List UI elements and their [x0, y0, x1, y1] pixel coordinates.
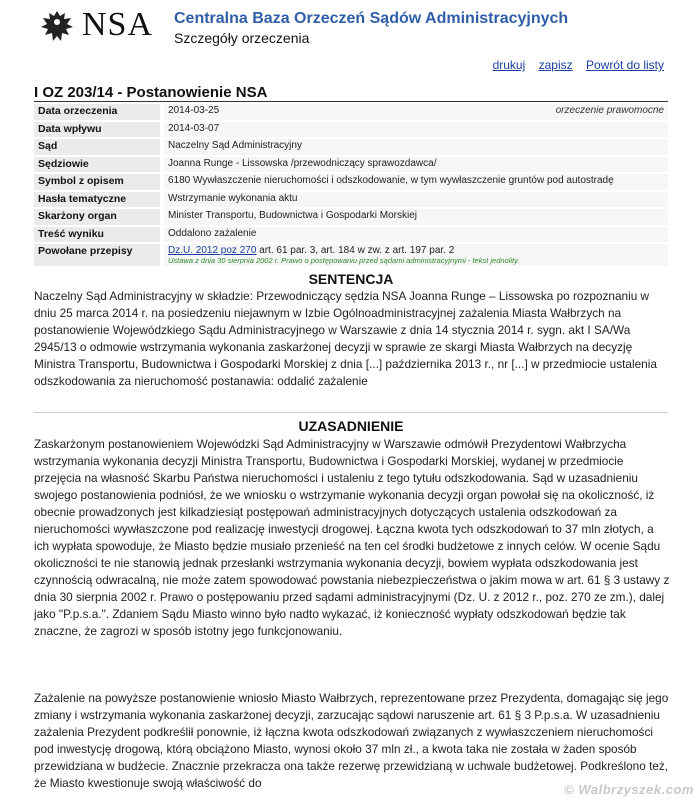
row-label: Powołane przepisy	[34, 243, 162, 267]
uzasadnienie-heading: UZASADNIENIE	[298, 418, 404, 434]
table-row	[34, 156, 668, 174]
save-link[interactable]: zapisz	[538, 58, 573, 72]
print-link[interactable]: drukuj	[492, 58, 526, 72]
watermark: © Walbrzyszek.com	[564, 782, 694, 797]
row-value: Joanna Runge - Lissowska /przewodniczący sprawozdawca/	[162, 156, 668, 174]
row-value: 2014-03-07	[162, 121, 668, 139]
table-row	[34, 138, 668, 156]
back-to-list-link[interactable]: Powrót do listy	[585, 58, 664, 72]
row-label: Data wpływu	[34, 121, 162, 139]
row-label: Symbol z opisem	[34, 173, 162, 191]
table-row	[34, 121, 668, 139]
logo-text: NSA	[82, 6, 154, 43]
section-divider	[34, 412, 668, 413]
row-value: Minister Transportu, Budownictwa i Gospodarki Morskiej	[162, 208, 668, 226]
row-value: 2014-03-25	[168, 105, 220, 116]
regulation-note: Ustawa z dnia 30 sierpnia 2002 r. Prawo o postępowaniu przed sądami administracyjnymi - tekst jednolity.	[168, 256, 520, 265]
top-links	[483, 58, 664, 72]
row-value: Oddalono zażalenie	[162, 226, 668, 244]
row-value: Wstrzymanie wykonania aktu	[162, 191, 668, 209]
row-value: 6180 Wywłaszczenie nieruchomości i odszkodowanie, w tym wywłaszczenie gruntów pod autostradę	[162, 173, 668, 191]
row-label: Sędziowie	[34, 156, 162, 174]
case-title: I OZ 203/14 - Postanowienie NSA	[34, 84, 268, 101]
regulation-link[interactable]: Dz.U. 2012 poz 270	[168, 245, 257, 256]
table-row	[34, 243, 668, 267]
row-label: Treść wyniku	[34, 226, 162, 244]
row-label: Data orzeczenia	[34, 104, 162, 121]
app-subtitle: Szczegóły orzeczenia	[174, 30, 310, 46]
row-label: Sąd	[34, 138, 162, 156]
row-label: Hasła tematyczne	[34, 191, 162, 209]
table-row	[34, 173, 668, 191]
metadata-table	[34, 104, 668, 268]
header	[34, 6, 674, 52]
table-row	[34, 191, 668, 209]
uzasadnienie-paragraph-1: Zaskarżonym postanowieniem Wojewódzki Sąd Administracyjny w Warszawie odmówił Prezydentowi Wałbrzycha wstrzymania wykonania decyzji Ministra Transportu, Budownictwa i Gospodarki Morskiej, wydanej w przedmiocie przejęcia na własność Skarbu Państwa nieruchomości i ustaleniu z tego tytułu odszkodowania. Sąd w uzasadnieniu swojego postanowienia podniósł, że we wniosku o wstrzymanie wykonania decyzji organ powołał się na okoliczność, iż obecnie prowadzonych jest kilkadziesiąt postępowań administracyjnych dotyczących ustalenia odszkodowań za nieruchomości wywłaszczone pod realizację inwestycji drogowej. Łączna kwota tych odszkodowań to 37 mln złotych, a ich wypłata spowoduje, że Miasto będzie musiało przenieść na ten cel środki budżetowe z innych celów. W ocenie Sądu okoliczności te nie stanowią jednak przesłanki wstrzymania wykonania decyzji, bowiem wypłata odszkodowania jest czynnością odwracalną, nie może zatem spowodować powstania niebezpieczeństwa o jakim mowa w art. 61 § 3 ustawy z dnia 30 sierpnia 2002 r. Prawo o postępowaniu przed sądami administracyjnymi (Dz. U. z 2012 r., poz. 270 ze zm.), dalej jako "P.p.s.a.". Zdaniem Sądu Miasto winno było nadto wykazać, iż konieczność wypłaty odszkodowań będzie tak znaczne, że zagrozi w sposób istotny jego funkcjonowaniu.	[34, 437, 670, 638]
app-title: Centralna Baza Orzeczeń Sądów Administracyjnych	[174, 10, 569, 27]
uzasadnienie-paragraph-2: Zażalenie na powyższe postanowienie wniosło Miasto Wałbrzych, reprezentowane przez Prezydenta, domagając się jego zmiany i wstrzymania wykonania zaskarżonej decyzji, zarzucając sądowi naruszenie art. 61 § 3 P.p.s.a. W uzasadnieniu zażalenia Prezydent podkreślił ponownie, iż łączna kwota odszkodowań związanych z wywłaszczeniem nieruchomości pod inwestycję drogową, którą obciążono Miasto, wynosi około 37 mln zł., a kwota taka nie została w żaden sposób przewidziana w budżecie. Znacznie przekracza ona także rezerwę przewidzianą w uchwale budżetowej. Podkreślono też, że Miasto kwestionuje swoją właściwość do	[34, 691, 669, 790]
sentencja-heading: SENTENCJA	[308, 271, 394, 287]
eagle-emblem-icon	[38, 8, 76, 46]
table-row	[34, 104, 668, 121]
row-value-cell	[162, 243, 668, 267]
row-label: Skarżony organ	[34, 208, 162, 226]
row-value-cell	[162, 104, 668, 121]
status-badge: orzeczenie prawomocne	[555, 105, 664, 116]
sentencja-text: Naczelny Sąd Administracyjny w składzie: Przewodniczący sędzia NSA Joanna Runge – Lissowska po rozpoznaniu w dniu 25 marca 2014 r. na posiedzeniu niejawnym w Izbie Ogólnoadministracyjnej zażalenia Miasta Wałbrzych na postanowienie Wojewódzkiego Sądu Administracyjnego w Warszawie z dnia 14 stycznia 2014 r. sygn. akt I SA/Wa 2945/13 o odmowie wstrzymania wykonania zaskarżonej decyzji w sprawie ze skargi Miasta Wałbrzych na decyzję Ministra Transportu, Budownictwa i Gospodarki Morskiej z dnia [...] października 2013 r., nr [...] w przedmiocie ustalenia odszkodowania za nieruchomość postanawia: oddalić zażalenie	[34, 289, 657, 388]
table-row	[34, 226, 668, 244]
regulation-articles: art. 61 par. 3, art. 184 w zw. z art. 197 par. 2	[256, 245, 455, 256]
row-value: Naczelny Sąd Administracyjny	[162, 138, 668, 156]
nsa-logo	[34, 6, 174, 46]
title-divider	[34, 101, 668, 102]
table-row	[34, 208, 668, 226]
